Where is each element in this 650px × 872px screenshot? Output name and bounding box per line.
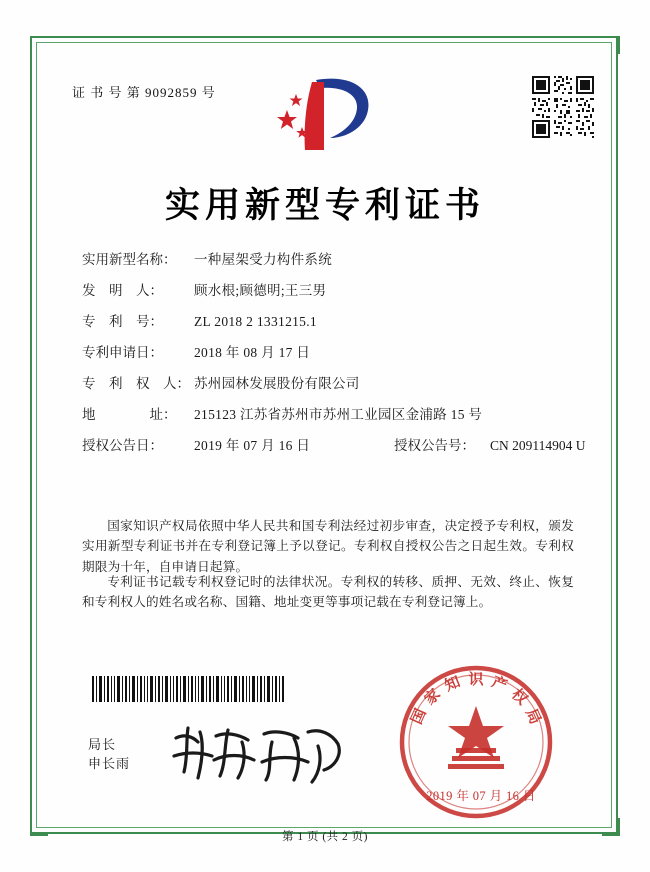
paragraph-text: 国家知识产权局依照中华人民共和国专利法经过初步审查，决定授予专利权，颁发实用新型专利证书并在专利登记簿上予以登记。专利权自授权公告之日起生效。专利权期限为十年，自申请日起算。 — [82, 519, 574, 574]
director-name: 申长雨 — [88, 755, 131, 771]
corner-ornament-top-right — [602, 36, 620, 54]
patent-fields — [82, 252, 586, 470]
legal-paragraph-2 — [82, 572, 574, 613]
svg-text:局: 局 — [522, 705, 545, 727]
director-block — [88, 736, 130, 774]
field-label: 授权公告日： — [82, 438, 163, 453]
field-value: 2019 年 07 月 16 日 — [194, 438, 311, 453]
field-value: 一种屋架受力构件系统 — [194, 252, 332, 267]
field-label: 专 利 权 人： — [82, 376, 190, 391]
field-value: 顾水根;顾德明;王三男 — [194, 283, 327, 298]
svg-text:家: 家 — [420, 684, 444, 709]
svg-text:国: 国 — [407, 705, 430, 727]
field-label: 专 利 号： — [82, 314, 163, 329]
certificate-number: 证 书 号 第 9092859 号 — [72, 85, 216, 100]
field-value: ZL 2018 2 1331215.1 — [194, 314, 317, 329]
qr-code-icon — [532, 76, 594, 138]
field-row-application-date — [82, 346, 572, 360]
svg-text:知: 知 — [442, 672, 463, 695]
page-title: 实用新型专利证书 — [164, 185, 485, 226]
field-value: 苏州园林发展股份有限公司 — [194, 376, 360, 391]
field-row-name — [82, 253, 572, 267]
corner-ornament-top-left — [30, 36, 48, 54]
legal-paragraph-1 — [82, 516, 574, 577]
field-label: 发 明 人： — [82, 283, 163, 298]
field-row-inventor — [82, 284, 572, 298]
field-label-secondary: 授权公告号： — [394, 438, 475, 453]
field-value: 2018 年 08 月 17 日 — [194, 345, 311, 360]
director-label: 局长 — [88, 737, 117, 752]
svg-text:识: 识 — [468, 670, 484, 688]
field-label: 实用新型名称： — [82, 252, 177, 267]
patent-office-logo-icon — [272, 72, 376, 154]
field-value-secondary: CN 209114904 U — [490, 438, 586, 453]
seal-date: 2019 年 07 月 16 日 — [426, 789, 536, 803]
svg-text:权: 权 — [508, 684, 532, 709]
page-footer: 第 1 页 (共 2 页) — [281, 831, 369, 843]
paragraph-text: 专利证书记载专利权登记时的法律状况。专利权的转移、质押、无效、终止、恢复和专利权人的姓名或名称、国籍、地址变更等事项记载在专利登记簿上。 — [82, 575, 574, 610]
svg-text:产: 产 — [489, 672, 510, 695]
field-row-address — [82, 408, 572, 422]
field-label: 地 址： — [82, 407, 177, 422]
barcode-icon — [92, 676, 284, 702]
field-row-patent-number — [82, 315, 572, 329]
field-value: 215123 江苏省苏州市苏州工业园区金浦路 15 号 — [194, 407, 483, 422]
field-row-patentee — [82, 377, 572, 391]
field-row-grant-announcement — [82, 438, 586, 453]
field-label: 专利申请日： — [82, 345, 163, 360]
handwritten-signature-icon — [168, 722, 348, 786]
